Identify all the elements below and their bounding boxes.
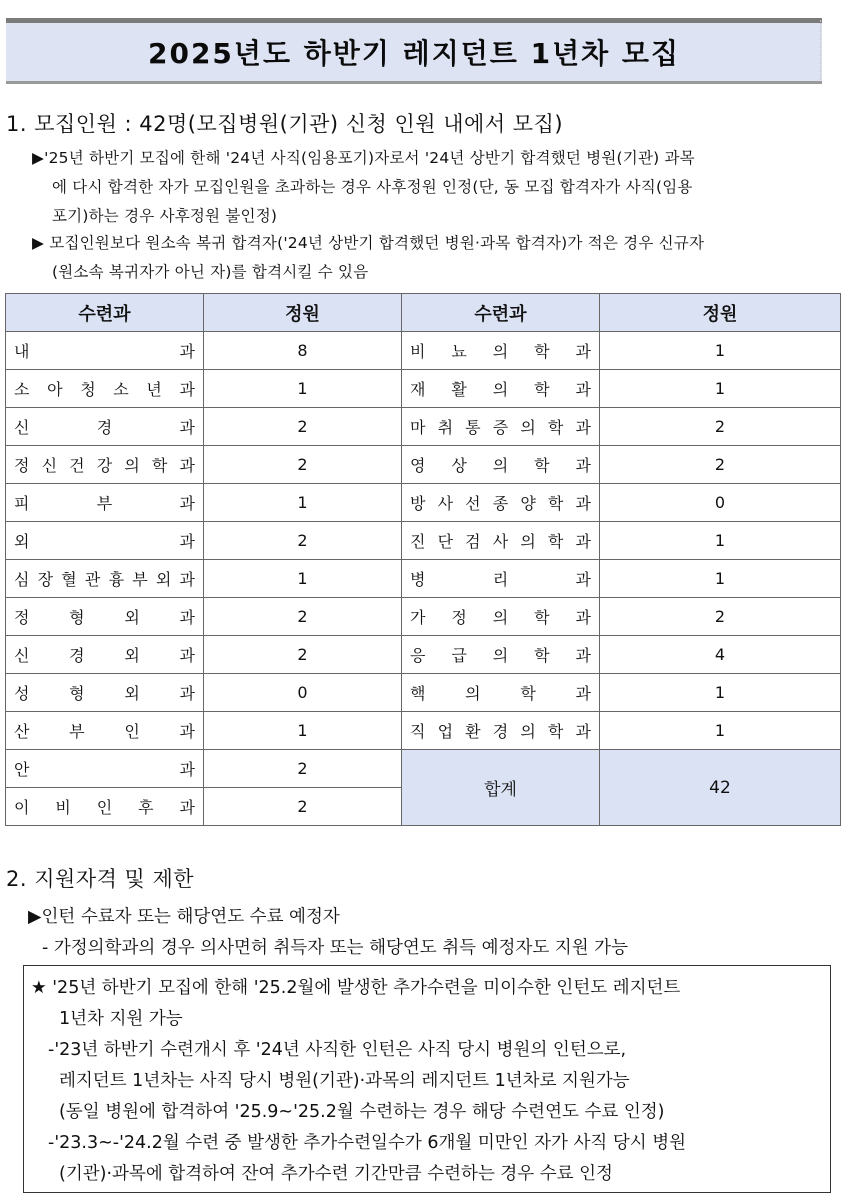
table-row (6, 522, 841, 560)
quota-count: 1 (600, 370, 841, 408)
quota-count: 1 (204, 370, 402, 408)
dept-name: 이 비 인 후 과 (14, 798, 195, 817)
dept-name-cell (6, 674, 204, 712)
header-count-right: 정원 (600, 294, 841, 332)
quota-count: 1 (600, 522, 841, 560)
quota-count: 2 (600, 598, 841, 636)
notice-line-3: -'23년 하반기 수련개시 후 '24년 사직한 인턴은 사직 당시 병원의 인턴으로, (48, 1040, 627, 1060)
dept-name: 신 경 외 과 (14, 646, 195, 665)
section1-note-2 (32, 229, 844, 287)
title-banner (6, 18, 822, 84)
notice-line-1: ★ '25년 하반기 모집에 한해 '25.2월에 발생한 추가수련을 미이수한 인턴도 레지던트 (31, 978, 681, 998)
dept-name-cell (402, 370, 600, 408)
dept-name: 재 활 의 학 과 (410, 380, 591, 399)
quota-count: 2 (204, 750, 402, 788)
quota-count: 2 (204, 636, 402, 674)
quota-count: 8 (204, 332, 402, 370)
section1-note-1 (32, 144, 844, 231)
quota-count: 1 (204, 560, 402, 598)
table-row (6, 446, 841, 484)
header-count-left: 정원 (204, 294, 402, 332)
quota-count: 0 (600, 484, 841, 522)
quota-count: 4 (600, 636, 841, 674)
dept-name: 정 신 건 강 의 학 과 (14, 456, 195, 475)
dept-name: 직 업 환 경 의 학 과 (410, 722, 591, 741)
dept-name: 방 사 선 종 양 학 과 (410, 494, 591, 513)
dept-name-cell (6, 484, 204, 522)
dept-name: 병 리 과 (410, 570, 591, 589)
table-row (6, 636, 841, 674)
table-row (6, 408, 841, 446)
quota-count: 2 (600, 446, 841, 484)
notice-box (23, 965, 831, 1193)
dept-name: 비 뇨 의 학 과 (410, 342, 591, 361)
quota-table (5, 293, 841, 826)
dept-name: 산 부 인 과 (14, 722, 195, 741)
table-header-row (6, 294, 841, 332)
dept-name: 마 취 통 증 의 학 과 (410, 418, 591, 437)
dept-name-cell (6, 522, 204, 560)
dept-name: 정 형 외 과 (14, 608, 195, 627)
quota-count: 2 (600, 408, 841, 446)
dept-name-cell (6, 788, 204, 826)
dept-name-cell (402, 332, 600, 370)
dept-name-cell (402, 484, 600, 522)
section2-item-2: - 가정의학과의 경우 의사면허 취득자 또는 해당연도 취득 예정자도 지원 가능 (42, 938, 628, 958)
dept-name-cell (6, 560, 204, 598)
quota-count: 1 (600, 712, 841, 750)
table-row (6, 560, 841, 598)
note1-line3: 포기)하는 경우 사후정원 불인정) (52, 207, 278, 225)
quota-count: 1 (600, 332, 841, 370)
quota-count: 2 (204, 446, 402, 484)
quota-count: 2 (204, 522, 402, 560)
section1-heading: 1. 모집인원 : 42명(모집병원(기관) 신청 인원 내에서 모집) (6, 112, 564, 136)
dept-name-cell (6, 750, 204, 788)
section2-item-1: ▶인턴 수료자 또는 해당연도 수료 예정자 (28, 907, 340, 927)
page-title: 2025년도 하반기 레지던트 1년차 모집 (147, 37, 681, 70)
dept-name-cell (6, 598, 204, 636)
dept-name: 핵 의 학 과 (410, 684, 591, 703)
dept-name-cell (402, 446, 600, 484)
note1-line1: '25년 하반기 모집에 한해 '24년 사직(임용포기)자로서 '24년 상반기 합격했던 병원(기관) 과목 (44, 149, 695, 167)
section2-heading: 2. 지원자격 및 제한 (6, 867, 195, 891)
dept-name-cell (6, 446, 204, 484)
note1-line2: 에 다시 합격한 자가 모집인원을 초과하는 경우 사후정원 인정(단, 동 모집 합격자가 사직(임용 (52, 178, 693, 196)
dept-name-cell (402, 408, 600, 446)
dept-name-cell (402, 712, 600, 750)
dept-name: 내 과 (14, 342, 195, 361)
dept-name: 신 경 과 (14, 418, 195, 437)
dept-name: 응 급 의 학 과 (410, 646, 591, 665)
dept-name-cell (6, 408, 204, 446)
dept-name: 진 단 검 사 의 학 과 (410, 532, 591, 551)
quota-count: 2 (204, 598, 402, 636)
note2-line2: (원소속 복귀자가 아닌 자)를 합격시킬 수 있음 (52, 263, 369, 281)
dept-name: 피 부 과 (14, 494, 195, 513)
notice-line-4: 레지던트 1년차는 사직 당시 병원(기관)·과목의 레지던트 1년차로 지원가능 (59, 1071, 630, 1091)
note2-line1: 모집인원보다 원소속 복귀 합격자('24년 상반기 합격했던 병원·과목 합격자)가 적은 경우 신규자 (49, 234, 705, 252)
dept-name: 외 과 (14, 532, 195, 551)
dept-name: 성 형 외 과 (14, 684, 195, 703)
dept-name-cell (6, 370, 204, 408)
title-edge-divider (820, 20, 822, 80)
dept-name-cell (6, 636, 204, 674)
header-dept-left: 수련과 (6, 294, 204, 332)
notice-line-7: (기관)·과목에 합격하여 잔여 추가수련 기간만큼 수련하는 경우 수료 인정 (59, 1164, 613, 1184)
table-row (6, 332, 841, 370)
quota-count: 0 (204, 674, 402, 712)
notice-line-5: (동일 병원에 합격하여 '25.9~'25.2월 수련하는 경우 해당 수련연도 수료 인정) (59, 1102, 665, 1122)
quota-count: 1 (204, 712, 402, 750)
dept-name-cell (402, 598, 600, 636)
header-dept-right: 수련과 (402, 294, 600, 332)
note2-bullet: ▶ (32, 234, 45, 252)
table-row (6, 598, 841, 636)
quota-count: 1 (600, 674, 841, 712)
dept-name-cell (402, 636, 600, 674)
dept-name: 안 과 (14, 760, 195, 779)
quota-count: 1 (600, 560, 841, 598)
quota-count: 2 (204, 788, 402, 826)
table-row (6, 370, 841, 408)
quota-count: 2 (204, 408, 402, 446)
dept-name: 가 정 의 학 과 (410, 608, 591, 627)
table-row (6, 750, 841, 788)
notice-line-2: 1년차 지원 가능 (59, 1009, 183, 1029)
quota-count: 1 (204, 484, 402, 522)
dept-name-cell (402, 522, 600, 560)
dept-name: 소 아 청 소 년 과 (14, 380, 195, 399)
table-row (6, 712, 841, 750)
note1-bullet: ▶ (32, 149, 45, 167)
table-row (6, 674, 841, 712)
dept-name-cell (6, 712, 204, 750)
total-value: 42 (600, 750, 841, 826)
dept-name-cell (402, 674, 600, 712)
notice-line-6: -'23.3~-'24.2월 수련 중 발생한 추가수련일수가 6개월 미만인 자가 사직 당시 병원 (48, 1133, 687, 1153)
total-label: 합계 (402, 750, 600, 826)
dept-name-cell (6, 332, 204, 370)
dept-name: 영 상 의 학 과 (410, 456, 591, 475)
table-row (6, 484, 841, 522)
dept-name-cell (402, 560, 600, 598)
dept-name: 심 장 혈 관 흉 부 외 과 (14, 570, 195, 589)
